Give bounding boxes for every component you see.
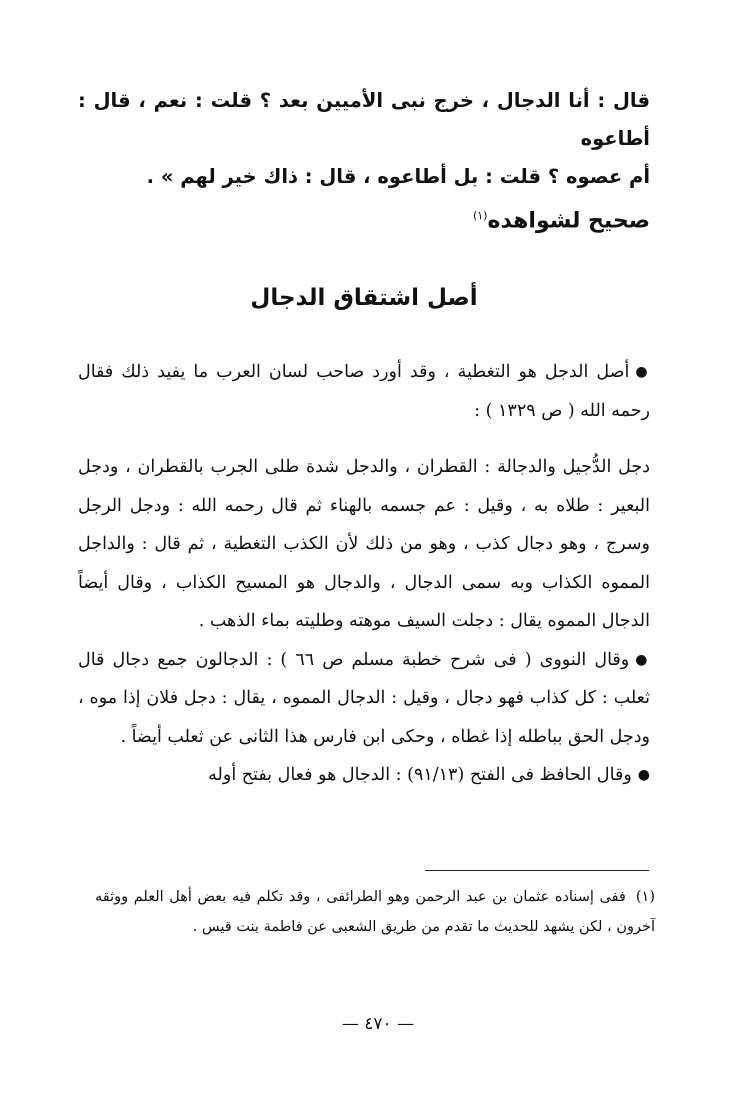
paragraph-3-text: وقال النووى ( فى شرح خطبة مسلم ص ٦٦ ) : الدجالون جمع دجال قال ثعلب : كل كذاب فهو دجال ، وقيل : الدجال المموه ، يقال : دجل فلان إذا موه ، ودجل الحق بباطله إذا غطاه ، وحكى ابن فارس هذا الثانى عن ثعلب أيضاً . [78,649,650,747]
authenticity-verdict [78,196,650,241]
hadith-line-2: أم عصوه ؟ قلت : بل أطاعوه ، قال : ذاك خير لهم » . [146,165,650,188]
paragraph-4 [78,756,650,795]
paragraph-1 [78,353,650,430]
hadith-line-1: قال : أنا الدجال ، خرج نبى الأميين بعد ؟ قلت : نعم ، قال : أطاعوه [78,89,650,150]
footnote [95,882,655,942]
page-body [78,82,650,795]
paragraph-4-text: وقال الحافظ فى الفتح (٩١/١٣) : الدجال هو فعال بفتح أوله [208,765,632,786]
bullet-icon: ● [637,767,650,784]
bullet-icon: ● [635,364,650,381]
footnote-reference: (١) [472,209,488,222]
paragraph-1-text: أصل الدجل هو التغطية ، وقد أورد صاحب لسان العرب ما يفيد ذلك فقال رحمه الله ( ص ١٣٢٩ ) : [78,362,650,421]
paragraph-2: دجل الدُّجيل والدجالة : القطران ، والدجل شدة طلى الجرب بالقطران ، ودجل البعير : طلاه به ، وقيل : عم جسمه بالهناء ثم قال رحمه الله : ودجل الرجل وسرج ، وهو دجال كذب ، وهو من ذلك لأن الكذب التغطية ، ثم قال : والداجل المموه الكذاب وبه سمى الدجال ، والدجال هو المسيح الكذاب ، وقال أيضاً الدجال المموه يقال : دجلت السيف موهته وطليته بماء الذهب . [78,457,650,632]
section-heading: أصل اشتقاق الدجال [250,285,478,312]
footnote-divider [425,870,649,871]
footnote-text: ففى إسناده عثمان بن عبد الرحمن وهو الطرائفى ، وقد تكلم فيه بعض أهل العلم ووثقه آخرون ، لكن يشهد للحديث ما تقدم من طريق الشعبى عن فاطمة بنت قيس . [95,889,655,935]
verdict-text: صحيح لشواهده [487,208,650,234]
bullet-icon: ● [635,651,650,668]
paragraph-3 [78,641,650,757]
page-number: — ٤٧٠ — [341,1014,415,1034]
footnote-number: (١) [635,889,655,905]
